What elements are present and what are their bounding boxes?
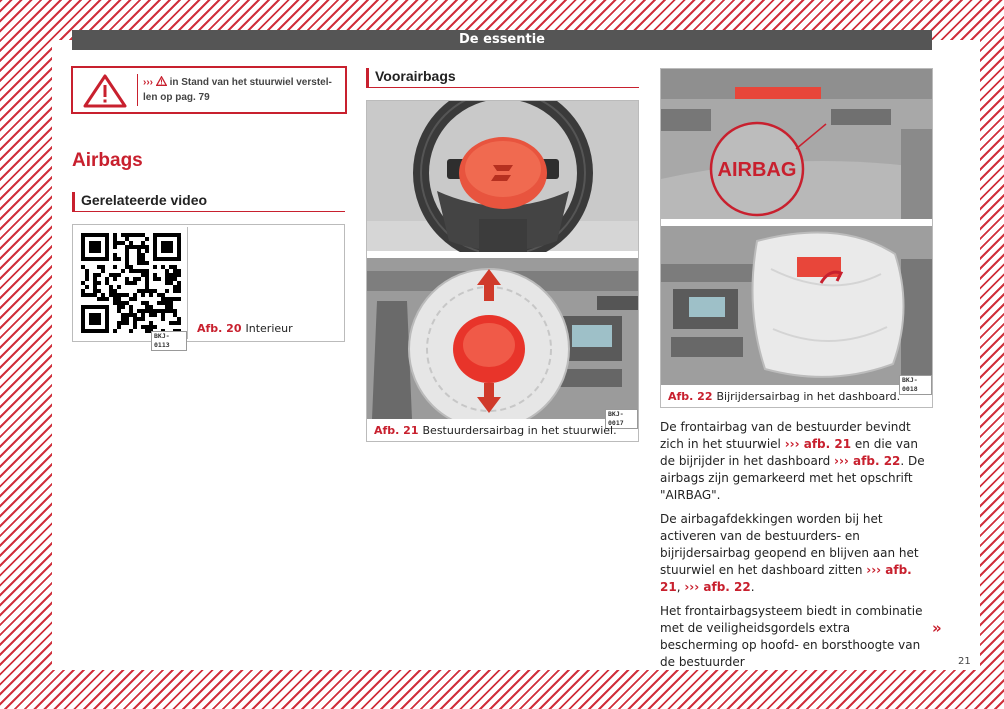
paragraph-3: Het frontairbagsysteem biedt in combinatie met de veiligheidsgordels extra bescherming op hoofd- en borsthoogte van de bestuurder [660, 604, 923, 669]
video-box[interactable] [72, 224, 345, 349]
warning-text [143, 75, 339, 105]
p2-sep: , [676, 580, 681, 594]
p2-ref-fig22[interactable]: ››› afb. 22 [684, 580, 751, 594]
p2-text-a: De airbagafdekkingen worden bij het activeren van de bestuurders- en bijrijdersairbag geopend en blijven aan het stuurwiel en het dashboard zitten [660, 512, 919, 577]
fig22-box [660, 68, 933, 408]
fig21-box [366, 100, 639, 442]
fig22-text: Bijrijdersairbag in het dashboard. [716, 390, 901, 403]
warning-arrows: ››› [143, 77, 153, 88]
warning-link[interactable]: len op pag. 79 [143, 92, 210, 103]
p2-ref-fig21[interactable]: ››› afb. 21 [660, 563, 912, 594]
airbag-label: AIRBAG [717, 159, 797, 181]
fig20-label: Afb. 20 [197, 322, 242, 335]
p1-text-a: De frontairbag van de bestuurder bevindt zich in het stuurwiel [660, 420, 911, 451]
fig21-label: Afb. 21 [374, 424, 419, 437]
continue-mark: » [932, 619, 942, 637]
fig21-caption [374, 424, 617, 437]
qr-code-icon [75, 227, 187, 339]
section-title: Airbags [72, 150, 143, 171]
fig21-code: BKJ-0017 [605, 409, 638, 429]
fig20-caption [197, 322, 293, 335]
small-warning-icon [156, 76, 167, 86]
p1-text-b: en die van de bijrijder in het dashboard [660, 437, 918, 468]
page-number: 21 [958, 656, 971, 667]
body-text [660, 419, 928, 678]
fig21-illustration [367, 101, 638, 419]
video-code: BKJ-0113 [151, 331, 187, 351]
qr-code[interactable] [75, 227, 188, 349]
paragraph-2 [660, 511, 928, 596]
fig22-caption [668, 390, 900, 403]
fig21-text: Bestuurdersairbag in het stuurwiel. [422, 424, 617, 437]
warning-triangle-icon [83, 74, 127, 108]
warning-box [71, 66, 347, 114]
fig22-label: Afb. 22 [668, 390, 713, 403]
warning-line1: in Stand van het stuurwiel verstel- [169, 77, 332, 88]
p1-text-c: . De airbags zijn gemarkeerd met het opschrift "AIRBAG". [660, 454, 925, 502]
p1-ref-fig21[interactable]: ››› afb. 21 [784, 437, 852, 451]
fig22-code: BKJ-0018 [899, 375, 932, 395]
page-header: De essentie [72, 30, 932, 50]
p2-end: . [750, 580, 755, 594]
fig22-illustration [661, 69, 932, 385]
p1-ref-fig22[interactable]: ››› afb. 22 [834, 454, 901, 468]
fig20-text: Interieur [245, 322, 293, 335]
video-heading: Gerelateerde video [72, 192, 345, 212]
paragraph-1 [660, 419, 928, 504]
front-airbags-heading: Voorairbags [366, 68, 639, 88]
